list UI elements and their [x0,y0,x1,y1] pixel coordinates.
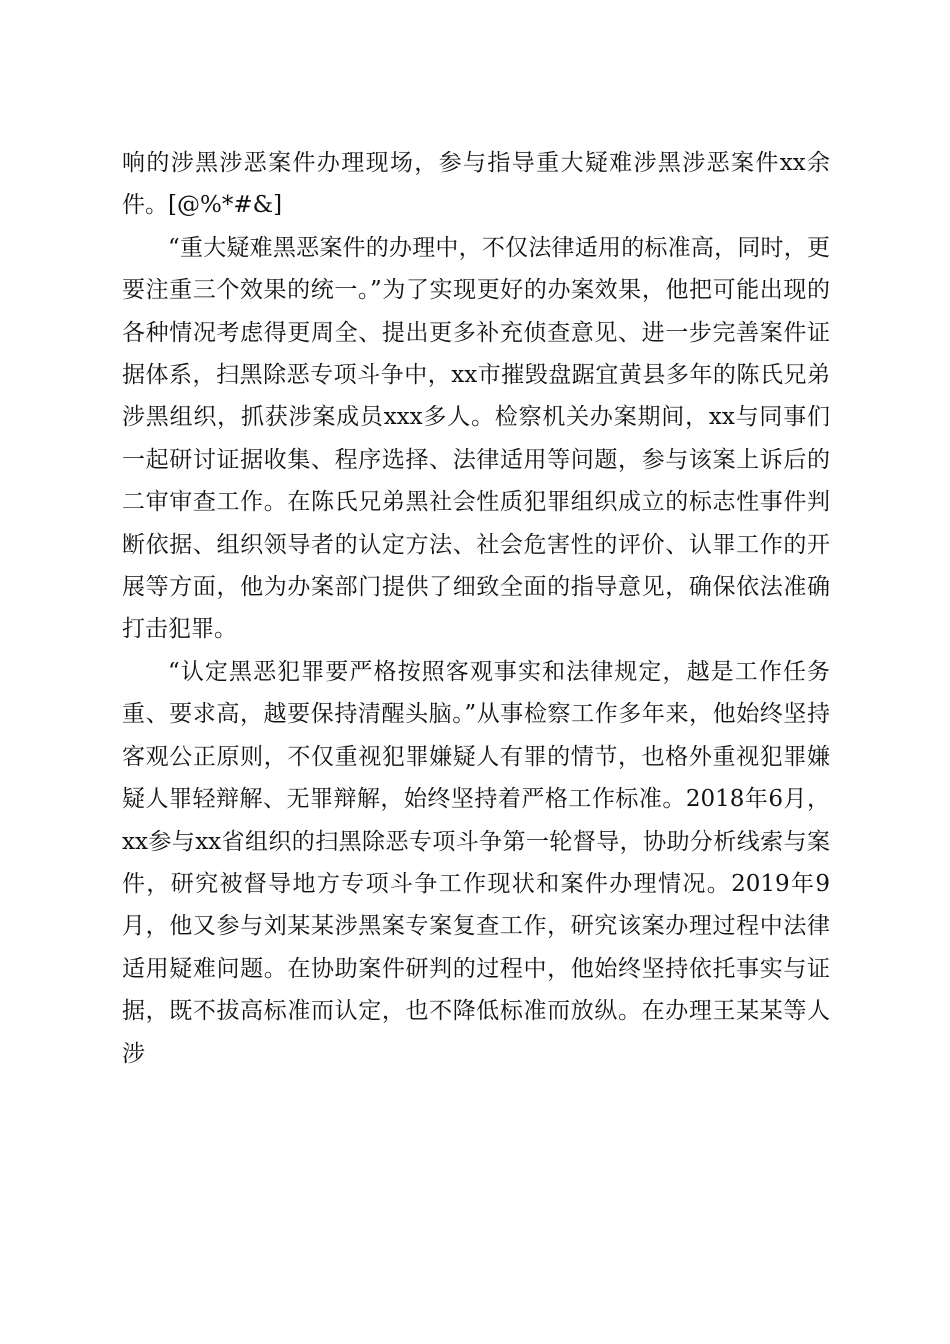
paragraph-2: “重大疑难黑恶案件的办理中，不仅法律适用的标准高，同时，更要注重三个效果的统一。”为了实现更好的办案效果，他把可能出现的各种情况考虑得更周全、提出更多补充侦查意见、进一步完善案件证据体系，扫黑除恶专项斗争中，xx市摧毁盘踞宜黄县多年的陈氏兄弟涉黑组织，抓获涉案成员xxx多人。检察机关办案期间，xx与同事们一起研讨证据收集、程序选择、法律适用等问题，参与该案上诉后的二审审查工作。在陈氏兄弟黑社会性质犯罪组织成立的标志性事件判断依据、组织领导者的认定方法、社会危害性的评价、认罪工作的开展等方面，他为办案部门提供了细致全面的指导意见，确保依法准确打击犯罪。 [122,234,830,643]
body-text [122,142,830,1075]
paragraph-1: 响的涉黑涉恶案件办理现场，参与指导重大疑难涉黑涉恶案件xx余件。[@%*#&] [122,150,830,219]
paragraph-3: “认定黑恶犯罪要严格按照客观事实和法律规定，越是工作任务重、要求高，越要保持清醒头脑。”从事检察工作多年来，他始终坚持客观公正原则，不仅重视犯罪嫌疑人有罪的情节，也格外重视犯罪嫌疑人罪轻辩解、无罪辩解，始终坚持着严格工作标准。2018年6月，xx参与xx省组织的扫黑除恶专项斗争第一轮督导，协助分析线索与案件，研究被督导地方专项斗争工作现状和案件办理情况。2019年9月，他又参与刘某某涉黑案专案复查工作，研究该案办理过程中法律适用疑难问题。在协助案件研判的过程中，他始终坚持依托事实与证据，既不拔高标准而认定，也不降低标准而放纵。在办理王某某等人涉 [122,658,830,1067]
